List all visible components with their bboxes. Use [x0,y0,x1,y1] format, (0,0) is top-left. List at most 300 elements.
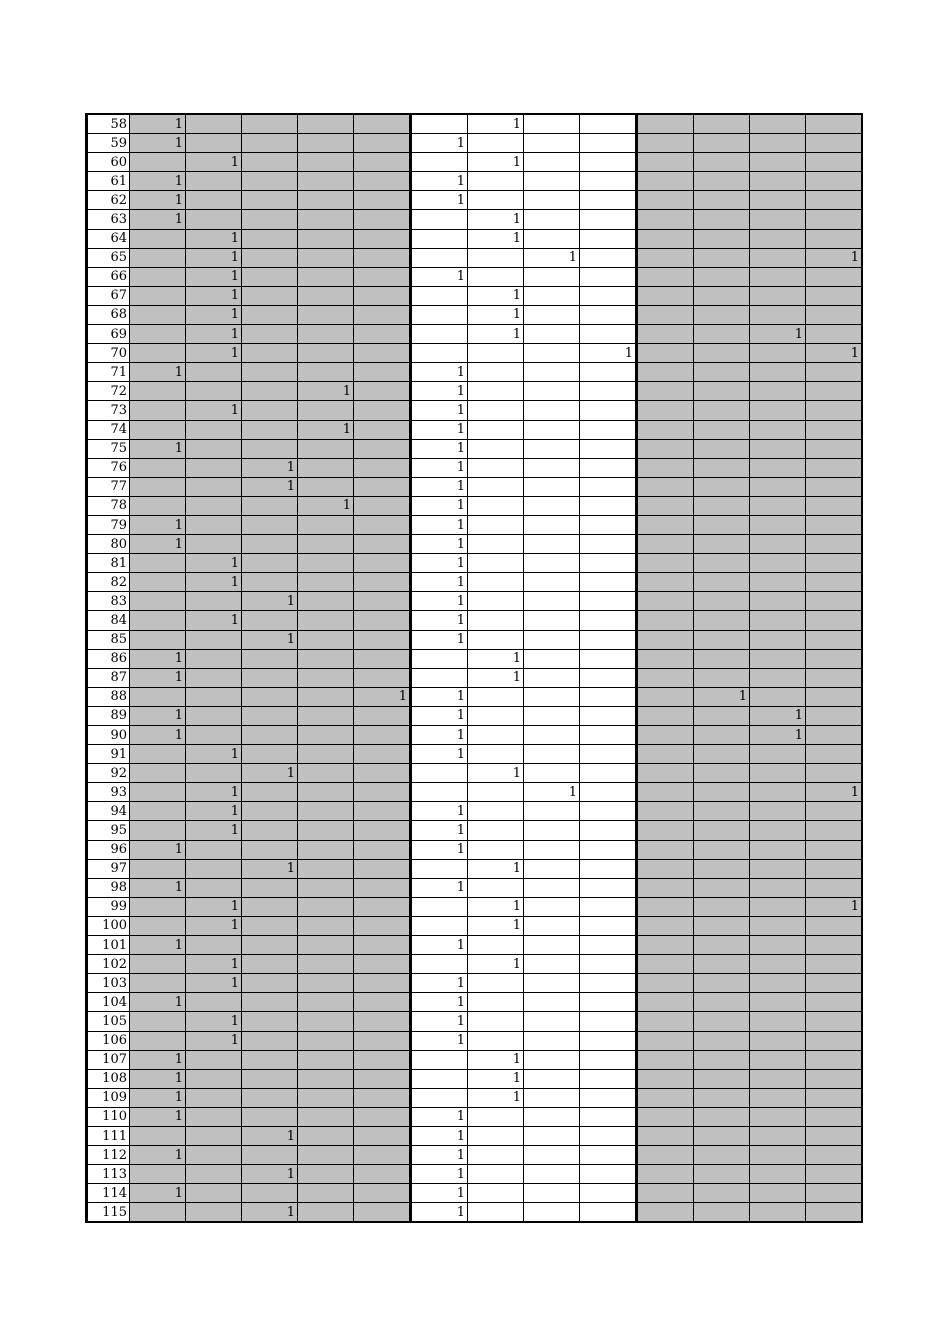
group-c-cell [806,706,863,725]
group-c-cell [694,1184,750,1203]
group-a-cell [130,897,186,916]
group-c-cell [637,496,694,515]
group-a-cell [242,325,298,344]
group-a-cell [130,229,186,248]
group-a-cell [186,439,242,458]
group-c-cell [750,802,806,821]
group-a-cell: 1 [130,1146,186,1165]
row-number: 68 [87,305,130,324]
group-a-cell: 1 [298,420,354,439]
group-c-cell [637,974,694,993]
group-c-cell [637,191,694,210]
group-b-cell [411,1050,468,1069]
group-b-cell: 1 [468,955,524,974]
group-a-cell [298,210,354,229]
row-number: 95 [87,821,130,840]
group-c-cell [806,229,863,248]
group-b-cell: 1 [411,630,468,649]
group-c-cell [806,1146,863,1165]
group-c-cell [750,897,806,916]
group-b-cell [411,210,468,229]
group-a-cell [130,573,186,592]
group-a-cell [130,1012,186,1031]
group-b-cell [411,305,468,324]
group-b-cell [524,1203,580,1223]
group-a-cell: 1 [186,955,242,974]
group-b-cell: 1 [411,974,468,993]
group-b-cell [580,401,637,420]
group-b-cell [580,592,637,611]
group-a-cell: 1 [242,1126,298,1145]
table-row [87,1203,863,1223]
group-c-cell [637,535,694,554]
row-number: 85 [87,630,130,649]
group-a-cell [354,210,411,229]
group-b-cell [580,496,637,515]
group-a-cell [186,535,242,554]
group-a-cell [242,344,298,363]
group-c-cell [694,382,750,401]
table-row [87,210,863,229]
table-row [87,1069,863,1088]
group-b-cell [524,1050,580,1069]
group-c-cell [750,420,806,439]
group-a-cell [186,1146,242,1165]
group-b-cell [468,573,524,592]
group-b-cell: 1 [411,172,468,191]
group-b-cell: 1 [524,783,580,802]
group-a-cell [130,745,186,764]
group-b-cell [580,649,637,668]
group-c-cell [806,936,863,955]
group-a-cell: 1 [186,745,242,764]
group-c-cell [750,515,806,534]
group-b-cell [468,802,524,821]
group-c-cell [637,649,694,668]
group-a-cell [130,477,186,496]
group-b-cell [411,859,468,878]
group-b-cell [411,764,468,783]
group-a-cell [354,477,411,496]
group-c-cell [750,114,806,134]
group-a-cell [242,1031,298,1050]
group-c-cell [806,114,863,134]
table-row [87,745,863,764]
group-b-cell [524,974,580,993]
group-a-cell: 1 [186,611,242,630]
group-a-cell [354,573,411,592]
table-row [87,172,863,191]
group-c-cell [750,477,806,496]
group-a-cell: 1 [242,859,298,878]
group-b-cell [580,1165,637,1184]
group-a-cell [354,974,411,993]
group-b-cell [580,1184,637,1203]
group-c-cell [750,764,806,783]
group-a-cell [354,344,411,363]
group-b-cell [524,363,580,382]
group-b-cell [468,1146,524,1165]
group-c-cell [806,535,863,554]
group-b-cell [524,458,580,477]
group-a-cell [298,535,354,554]
group-a-cell: 1 [242,592,298,611]
group-b-cell [524,325,580,344]
group-a-cell [298,955,354,974]
group-b-cell [468,344,524,363]
group-b-cell [411,897,468,916]
group-c-cell [694,1031,750,1050]
group-c-cell [637,573,694,592]
group-a-cell: 1 [130,172,186,191]
group-a-cell [186,515,242,534]
group-a-cell [298,1203,354,1223]
table-row [87,515,863,534]
table-row [87,687,863,706]
group-b-cell [524,745,580,764]
group-c-cell [637,859,694,878]
table-row [87,1088,863,1107]
group-b-cell: 1 [468,764,524,783]
table-row [87,535,863,554]
group-b-cell: 1 [411,1203,468,1223]
group-a-cell [242,706,298,725]
group-b-cell [580,783,637,802]
table-row [87,344,863,363]
group-c-cell [750,210,806,229]
group-b-cell [580,878,637,897]
group-c-cell [806,1203,863,1223]
group-a-cell: 1 [186,802,242,821]
row-number: 94 [87,802,130,821]
group-b-cell [468,420,524,439]
group-b-cell [524,859,580,878]
table-row [87,1165,863,1184]
group-b-cell [524,706,580,725]
group-a-cell [354,153,411,172]
group-b-cell: 1 [411,134,468,153]
group-a-cell [354,706,411,725]
group-a-cell [242,1050,298,1069]
group-c-cell [750,821,806,840]
group-a-cell [186,706,242,725]
group-c-cell [637,515,694,534]
table-row [87,114,863,134]
group-a-cell [242,401,298,420]
group-a-cell: 1 [130,726,186,745]
group-b-cell [468,783,524,802]
group-a-cell [354,993,411,1012]
group-a-cell [186,477,242,496]
table-row [87,134,863,153]
group-c-cell [637,955,694,974]
group-b-cell [580,114,637,134]
group-a-cell: 1 [130,134,186,153]
group-b-cell [524,153,580,172]
group-c-cell [637,1146,694,1165]
group-a-cell [298,305,354,324]
group-b-cell [580,439,637,458]
group-b-cell [411,1088,468,1107]
group-a-cell [298,668,354,687]
group-c-cell [694,859,750,878]
group-c-cell [750,1165,806,1184]
group-c-cell [806,305,863,324]
group-c-cell [750,687,806,706]
group-a-cell [298,821,354,840]
group-c-cell [750,573,806,592]
group-a-cell: 1 [130,535,186,554]
table-row [87,668,863,687]
group-c-cell [637,420,694,439]
table-row [87,592,863,611]
group-a-cell [354,248,411,267]
group-a-cell [130,420,186,439]
row-number: 65 [87,248,130,267]
group-c-cell [806,687,863,706]
table-row [87,630,863,649]
group-c-cell: 1 [806,248,863,267]
group-b-cell [580,191,637,210]
group-a-cell [354,191,411,210]
group-b-cell [580,668,637,687]
group-a-cell [242,783,298,802]
group-b-cell [468,936,524,955]
group-b-cell [468,592,524,611]
group-a-cell [186,420,242,439]
group-b-cell [524,1146,580,1165]
group-b-cell [411,1069,468,1088]
group-b-cell [524,210,580,229]
row-number: 107 [87,1050,130,1069]
group-c-cell [750,1088,806,1107]
table-row [87,821,863,840]
group-c-cell [806,515,863,534]
group-a-cell [242,286,298,305]
group-b-cell [524,515,580,534]
group-b-cell [411,114,468,134]
group-b-cell [524,344,580,363]
group-a-cell [242,897,298,916]
group-c-cell [694,1146,750,1165]
group-a-cell: 1 [186,1031,242,1050]
group-c-cell [694,802,750,821]
group-b-cell [524,630,580,649]
group-b-cell [580,1146,637,1165]
table-row [87,993,863,1012]
group-b-cell: 1 [411,592,468,611]
table-row [87,382,863,401]
row-number: 96 [87,840,130,859]
row-number: 89 [87,706,130,725]
group-a-cell [298,1165,354,1184]
group-c-cell [750,191,806,210]
group-b-cell [524,535,580,554]
group-a-cell [130,305,186,324]
group-c-cell [694,535,750,554]
table-row [87,726,863,745]
group-b-cell [468,554,524,573]
group-a-cell [354,802,411,821]
group-c-cell [694,706,750,725]
group-b-cell [580,993,637,1012]
group-b-cell [468,401,524,420]
group-a-cell [298,286,354,305]
group-a-cell [354,955,411,974]
group-a-cell: 1 [186,325,242,344]
group-c-cell [694,878,750,897]
group-a-cell: 1 [130,878,186,897]
row-number: 78 [87,496,130,515]
group-a-cell [354,916,411,935]
group-c-cell [637,611,694,630]
group-a-cell: 1 [130,363,186,382]
group-a-cell [242,1184,298,1203]
group-b-cell: 1 [468,229,524,248]
group-a-cell [242,1088,298,1107]
group-a-cell [130,859,186,878]
group-b-cell [580,248,637,267]
group-a-cell [186,134,242,153]
group-c-cell [637,821,694,840]
group-c-cell [694,573,750,592]
group-c-cell [750,1184,806,1203]
group-a-cell [130,554,186,573]
group-a-cell [354,286,411,305]
row-number: 76 [87,458,130,477]
group-a-cell [186,1107,242,1126]
group-b-cell [524,439,580,458]
group-c-cell [694,1126,750,1145]
group-a-cell: 1 [186,821,242,840]
table-row [87,1031,863,1050]
table-row [87,840,863,859]
group-a-cell [298,1050,354,1069]
group-c-cell [637,1088,694,1107]
group-b-cell [524,191,580,210]
group-a-cell: 1 [130,515,186,534]
group-b-cell: 1 [468,859,524,878]
group-a-cell [186,630,242,649]
row-number: 60 [87,153,130,172]
group-c-cell [694,515,750,534]
group-c-cell [694,363,750,382]
group-c-cell [694,955,750,974]
data-table [85,113,863,1223]
group-a-cell [242,248,298,267]
group-c-cell [694,745,750,764]
group-b-cell [468,878,524,897]
group-b-cell: 1 [411,687,468,706]
group-a-cell [298,611,354,630]
group-b-cell: 1 [411,573,468,592]
group-a-cell [242,535,298,554]
group-c-cell [637,1107,694,1126]
group-c-cell [694,1203,750,1223]
group-b-cell [580,477,637,496]
group-c-cell [806,1012,863,1031]
group-b-cell: 1 [411,611,468,630]
group-a-cell [298,745,354,764]
group-a-cell [242,420,298,439]
group-a-cell [242,573,298,592]
row-number: 62 [87,191,130,210]
group-b-cell [524,1088,580,1107]
group-c-cell [694,1050,750,1069]
group-a-cell [354,840,411,859]
group-b-cell [411,649,468,668]
group-a-cell: 1 [130,936,186,955]
group-a-cell [186,1184,242,1203]
group-c-cell [637,286,694,305]
group-a-cell [186,1050,242,1069]
group-c-cell [637,592,694,611]
group-b-cell [468,726,524,745]
group-c-cell [806,496,863,515]
group-b-cell: 1 [411,745,468,764]
group-c-cell [637,726,694,745]
group-c-cell [750,668,806,687]
table-row [87,286,863,305]
row-number: 110 [87,1107,130,1126]
group-a-cell [242,687,298,706]
group-b-cell [411,229,468,248]
group-c-cell: 1 [806,897,863,916]
group-a-cell [130,802,186,821]
group-b-cell [468,630,524,649]
group-a-cell [354,382,411,401]
group-a-cell [298,1146,354,1165]
group-a-cell [354,1126,411,1145]
row-number: 86 [87,649,130,668]
row-number: 88 [87,687,130,706]
group-a-cell [130,153,186,172]
group-a-cell [298,897,354,916]
group-c-cell [637,1050,694,1069]
row-number: 112 [87,1146,130,1165]
group-c-cell [806,1069,863,1088]
group-a-cell [354,1031,411,1050]
group-a-cell [298,458,354,477]
group-a-cell [242,114,298,134]
group-a-cell [298,630,354,649]
group-b-cell [524,134,580,153]
group-a-cell [186,1088,242,1107]
group-c-cell [637,401,694,420]
group-b-cell: 1 [411,993,468,1012]
group-a-cell [186,458,242,477]
group-c-cell [694,897,750,916]
table-row [87,764,863,783]
row-number: 64 [87,229,130,248]
group-b-cell: 1 [411,554,468,573]
group-b-cell [580,172,637,191]
group-a-cell [354,172,411,191]
group-b-cell [411,248,468,267]
group-b-cell [524,286,580,305]
group-b-cell [468,535,524,554]
group-a-cell: 1 [130,1069,186,1088]
group-c-cell [637,134,694,153]
group-c-cell [806,916,863,935]
group-a-cell [130,592,186,611]
group-b-cell [411,916,468,935]
group-a-cell: 1 [186,153,242,172]
group-a-cell [242,210,298,229]
group-b-cell: 1 [411,1146,468,1165]
group-c-cell [637,325,694,344]
group-b-cell [468,172,524,191]
